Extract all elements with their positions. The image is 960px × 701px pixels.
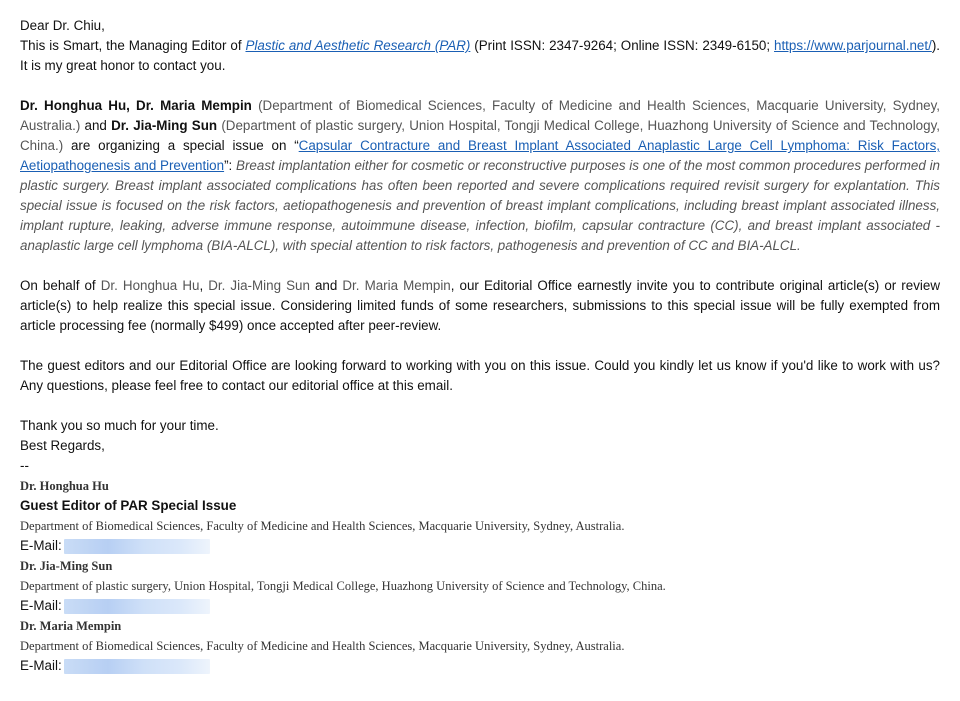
email-label: E-Mail: [20, 658, 62, 673]
thanks-line: Thank you so much for your time. [20, 418, 219, 433]
closing-paragraph: The guest editors and our Editorial Office are looking forward to working with you on this issue. Could you kindly let us know if you'd like to work with us? Any questions, please feel free to contact our editorial office at this email. [20, 358, 940, 393]
close-quote: ”: [224, 158, 237, 173]
issue-description: Breast implantation either for cosmetic or reconstructive purposes is one of the most common procedures performed in plastic surgery. Breast implant associated complications has often been reported and severe complications required revisit surgery for explantation. This special issue is focused on the risk factors, aetiopathogenesis and prevention of breast implant complications, including breast implant associated illness, implant rupture, leaking, adverse immune response, autoimmune disease, infection, biofilm, capsular contracture (CC), and breast implant associated - anaplastic large cell lymphoma (BIA-ALCL), with special attention to risk factors, pathogenesis and prevention of CC and BIA-ALCL. [20, 158, 940, 253]
intro-text-1: This is Smart, the Managing Editor of [20, 38, 246, 53]
signature-email-row [20, 536, 940, 556]
signature-email-row [20, 656, 940, 676]
signature-title: Guest Editor of PAR Special Issue [20, 498, 237, 513]
invite-name-1: Dr. Honghua Hu [100, 278, 200, 293]
invitation-paragraph [20, 276, 940, 336]
organizing-text: are organizing a special issue on “ [63, 138, 299, 153]
behalf-text: On behalf of [20, 278, 101, 293]
signature-block-2 [20, 556, 940, 616]
email-body [20, 0, 940, 676]
and-text-2: and [309, 278, 343, 293]
signature-block-3 [20, 616, 940, 676]
redacted-email [64, 539, 210, 554]
salutation: Dear Dr. Chiu, [20, 18, 105, 33]
editor-name-2: Dr. Jia-Ming Sun [111, 118, 218, 133]
special-issue-paragraph [20, 96, 940, 256]
invitation-text: , our Editorial Office earnestly invite you to contribute original article(s) or review article(s) to help realize this special issue. Considering limited funds of some researchers, submissions to this special issue will be fully exempted from article processing fee (normally $499) once accepted after peer-review. [20, 278, 940, 333]
special-issue-link[interactable]: Capsular Contracture and Breast Implant Associated Anaplastic Large Cell Lymphoma: Risk Factors, Aetiopathogenesis and Prevention [20, 138, 940, 173]
signature-dept: Department of Biomedical Sciences, Faculty of Medicine and Health Sciences, Macquarie University, Sydney, Australia. [20, 639, 625, 653]
redacted-email [64, 659, 210, 674]
signature-dept: Department of Biomedical Sciences, Faculty of Medicine and Health Sciences, Macquarie University, Sydney, Australia. [20, 519, 625, 533]
signature-separator: -- [20, 458, 29, 473]
signature-email-row [20, 596, 940, 616]
comma-text: , [199, 278, 209, 293]
journal-url-link[interactable]: https://www.parjournal.net/ [774, 38, 932, 53]
intro-paragraph [20, 36, 940, 76]
intro-text-2: (Print ISSN: 2347-9264; Online ISSN: 2349-6150; [470, 38, 775, 53]
and-text: and [80, 118, 112, 133]
editors-names-1: Dr. Honghua Hu, Dr. Maria Mempin [20, 98, 252, 113]
signature-name: Dr. Jia-Ming Sun [20, 559, 113, 573]
email-label: E-Mail: [20, 538, 62, 553]
signature-name: Dr. Maria Mempin [20, 619, 122, 633]
journal-link[interactable]: Plastic and Aesthetic Research (PAR) [245, 38, 471, 53]
invite-name-3: Dr. Maria Mempin [342, 278, 451, 293]
editor-dept-2: (Department of plastic surgery, Union Hospital, Tongji Medical College, Huazhong University of Science and Technology, China.) [20, 118, 940, 153]
signature-block-1 [20, 476, 940, 556]
email-label: E-Mail: [20, 598, 62, 613]
editors-dept-1: (Department of Biomedical Sciences, Faculty of Medicine and Health Sciences, Macquarie University, Sydney, Australia.) [20, 98, 941, 133]
redacted-email [64, 599, 210, 614]
signature-name: Dr. Honghua Hu [20, 479, 109, 493]
intro-text-3: ). It is my great honor to contact you. [20, 38, 940, 73]
signature-dept: Department of plastic surgery, Union Hospital, Tongji Medical College, Huazhong University of Science and Technology, China. [20, 579, 666, 593]
regards-line: Best Regards, [20, 438, 105, 453]
invite-name-2: Dr. Jia-Ming Sun [208, 278, 310, 293]
